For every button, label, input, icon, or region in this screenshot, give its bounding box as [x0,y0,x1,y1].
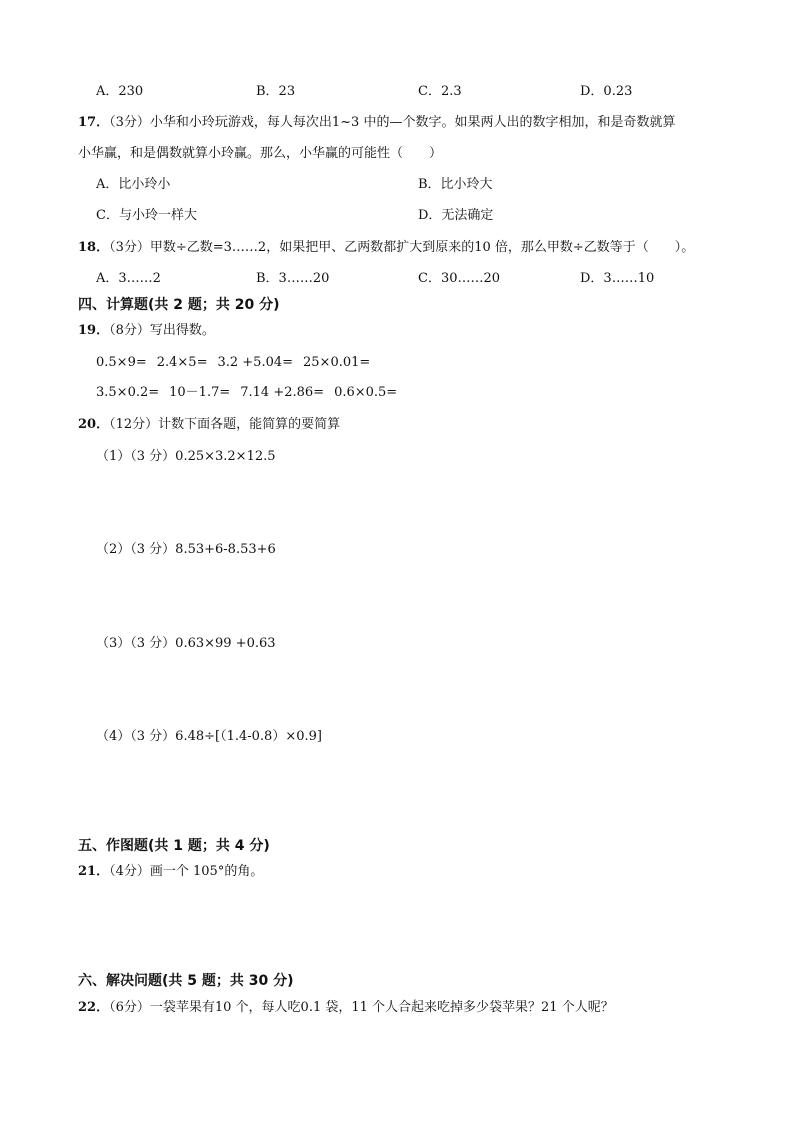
q19-expr: 3.2 +5.04= [217,355,294,370]
q19-expr: 0.6×0.5= [334,385,398,400]
q22-number: 22． [78,1000,110,1015]
q17-stem-line1 [78,114,675,132]
q18-score: （3分） [109,240,150,255]
q18-text: 甲数÷乙数=3……2，如果把甲、乙两数都扩大到原来的10 倍，那么甲数÷乙数等于（ ）。 [149,240,695,255]
q17-number: 17． [78,115,110,130]
q19-expr: 0.5×9= [96,355,147,370]
q19-score: （8分） [109,323,150,338]
q19-row-2 [96,384,407,402]
section-6-heading: 六、解决问题(共 5 题；共 30 分) [78,973,294,989]
q19-text: 写出得数。 [149,323,215,338]
q22-text: 一袋苹果有10 个，每人吃0.1 袋，11 个人合起来吃掉多少袋苹果？21 个人呢？ [149,1000,614,1015]
q16-option-a: A．230 [96,84,144,99]
q22-stem [78,999,614,1017]
q19-expr: 2.4×5= [156,355,208,370]
q16-option-b: B．23 [256,84,296,99]
q19-row-1 [96,354,380,372]
q16-option-d: D．0.23 [580,84,633,99]
q20-stem [78,416,340,434]
q17-text-1: 小华和小玲玩游戏，每人每次出1~3 中的—个数字。如果两人出的数字相加，和是奇数就算 [149,115,676,130]
q19-expr: 10－1.7= [169,385,231,400]
q17-option-d: D．无法确定 [418,208,494,223]
q20-number: 20． [78,417,110,432]
q20-item-1: （1）（3 分）0.25×3.2×12.5 [96,449,276,464]
section-5-heading: 五、作图题(共 1 题；共 4 分) [78,838,270,854]
q19-expr: 25×0.01= [303,355,371,370]
q19-expr: 3.5×0.2= [96,385,160,400]
section-4-heading: 四、计算题(共 2 题；共 20 分) [78,297,280,313]
q20-item-2: （2）（3 分）8.53+6-8.53+6 [96,542,276,557]
q18-option-a: A．3……2 [96,271,161,286]
q22-score: （6分） [109,1000,150,1015]
q19-expr: 7.14 +2.86= [240,385,325,400]
q21-number: 21． [78,864,110,879]
q17-stem-line2: 小华赢，和是偶数就算小玲赢。那么，小华赢的可能性（ ） [78,146,443,161]
q19-number: 19． [78,323,110,338]
q21-text: 画一个 105°的角。 [149,864,264,879]
q16-option-c: C．2.3 [418,84,462,99]
q17-option-a: A．比小玲小 [96,177,171,192]
q18-option-b: B．3……20 [256,271,330,286]
q17-score: （3分） [109,115,150,130]
q17-option-c: C．与小玲一样大 [96,208,197,223]
q18-option-d: D．3……10 [580,271,655,286]
q18-number: 18． [78,240,110,255]
q20-item-3: （3）（3 分）0.63×99 +0.63 [96,636,276,651]
q17-option-b: B．比小玲大 [418,177,493,192]
q21-score: （4分） [109,864,150,879]
q18-option-c: C．30……20 [418,271,501,286]
q20-item-4: （4）（3 分）6.48÷[（1.4-0.8）×0.9] [96,729,322,744]
q19-stem [78,322,215,340]
q20-text: 计数下面各题，能简算的要简算 [158,417,341,432]
q20-score: （12分） [109,417,159,432]
q21-stem [78,863,263,881]
q18-stem [78,239,694,257]
